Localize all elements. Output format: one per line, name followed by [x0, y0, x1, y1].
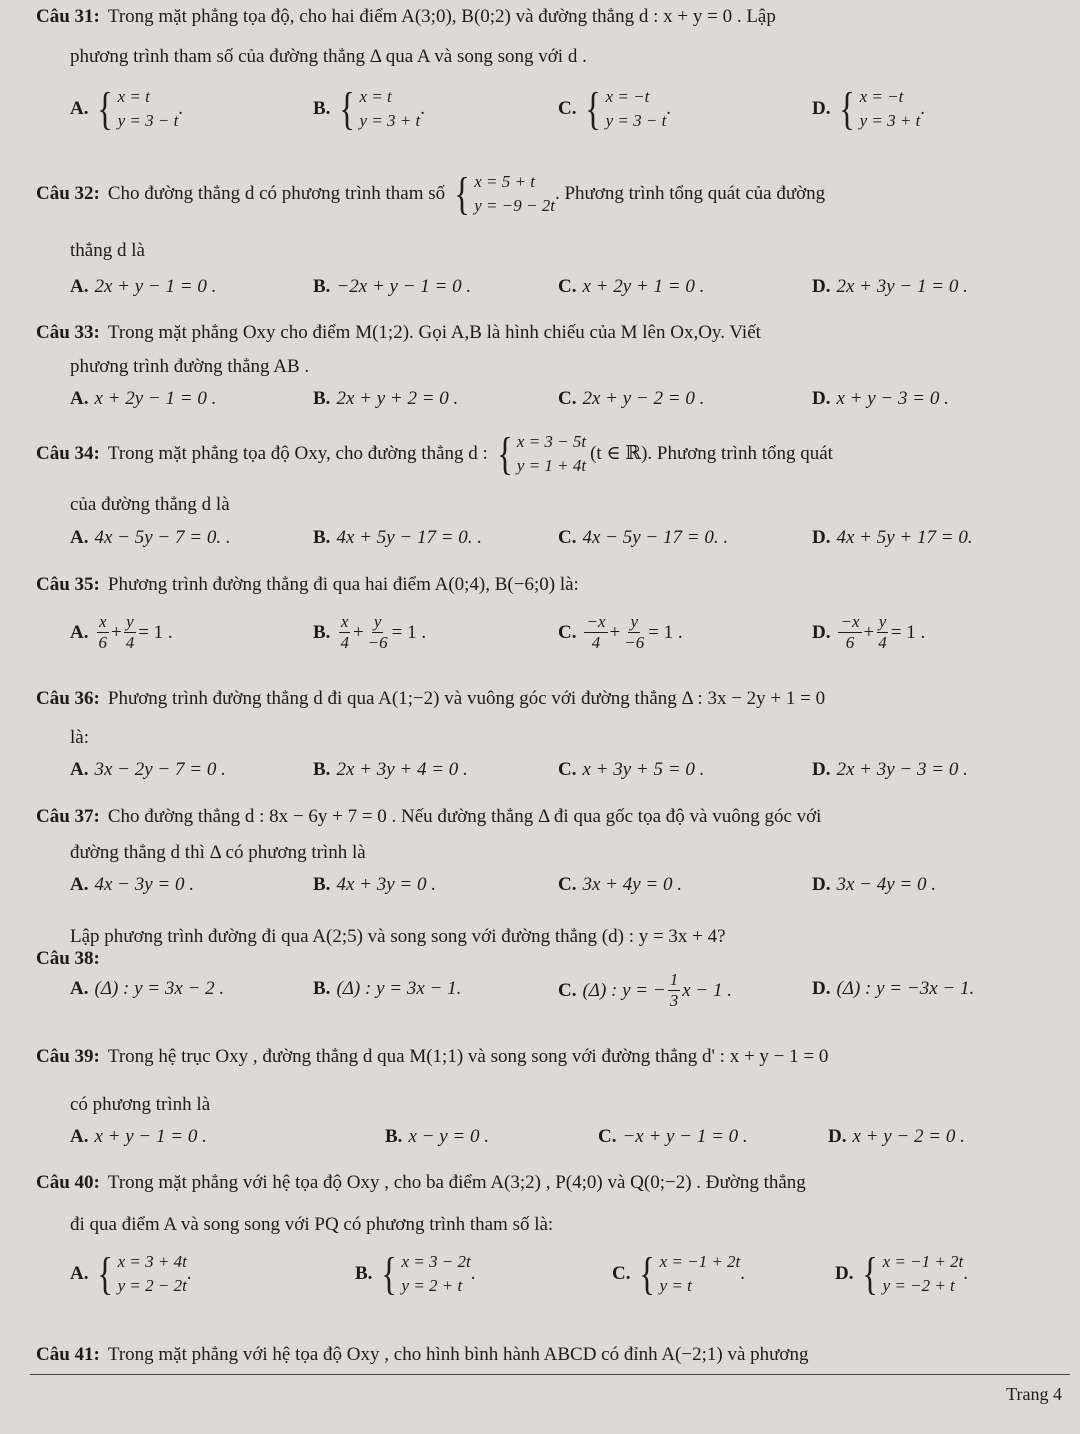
- option-b: B. x − y = 0 .: [385, 1126, 489, 1147]
- option-c: C. 2x + y − 2 = 0 .: [558, 388, 705, 409]
- question-35: [36, 572, 1066, 598]
- question-text: Trong mặt phẳng tọa độ, cho hai điểm A(3;0), B(0;2) và đường thẳng d : x + y = 0 . Lập: [107, 6, 776, 27]
- option-c: C. −x + y − 1 = 0 .: [598, 1126, 748, 1147]
- question-text: Trong mặt phẳng tọa độ Oxy, cho đường thẳng d :: [107, 443, 488, 464]
- question-33: [36, 320, 1066, 346]
- option-d: D. 3x − 4y = 0 .: [812, 874, 936, 895]
- option-d: D. 2x + 3y − 1 = 0 .: [812, 276, 968, 297]
- question-40: [36, 1170, 1066, 1196]
- question-text: Phương trình đường thẳng đi qua hai điểm A(0;4), B(−6;0) là:: [107, 574, 579, 595]
- option-a: A. { x = 3 + 4t y = 2 − 2t .: [70, 1248, 192, 1299]
- question-label: Câu 39:: [36, 1046, 100, 1067]
- question-text-line2: đường thẳng d thì Δ có phương trình là: [70, 842, 366, 863]
- option-d: D. 4x + 5y + 17 = 0.: [812, 527, 973, 548]
- option-c: C. 3x + 4y = 0 .: [558, 874, 682, 895]
- option-b: B. (Δ) : y = 3x − 1.: [313, 978, 462, 999]
- option-b: B. $\frac{x}{4}$ + $\frac{y}{-6}$ = 1 .: [313, 612, 427, 652]
- question-text: Trong mặt phẳng Oxy cho điểm M(1;2). Gọi A,B là hình chiếu của M lên Ox,Oy. Viết: [107, 322, 761, 343]
- option-a: A. { x = t y = 3 − t .: [70, 83, 184, 134]
- option-c: C. { x = −1 + 2t y = t .: [612, 1248, 746, 1299]
- question-text-line2: phương trình đường thẳng AB .: [70, 356, 310, 377]
- question-38-text: Lập phương trình đường đi qua A(2;5) và song song với đường thẳng (d) : y = 3x + 4?: [70, 926, 726, 947]
- option-a: A. x + y − 1 = 0 .: [70, 1126, 207, 1147]
- option-c: C. 4x − 5y − 17 = 0. .: [558, 527, 729, 548]
- option-b: B. 4x + 5y − 17 = 0. .: [313, 527, 483, 548]
- question-label: Câu 40:: [36, 1172, 100, 1193]
- question-41: [36, 1342, 1066, 1368]
- question-31: [36, 4, 1066, 30]
- question-label: Câu 37:: [36, 806, 100, 827]
- option-d: D. { x = −t y = 3 + t .: [812, 83, 926, 134]
- option-a: A. (Δ) : y = 3x − 2 .: [70, 978, 225, 999]
- option-d: D. { x = −1 + 2t y = −2 + t .: [835, 1248, 969, 1299]
- option-c: C. (Δ) : y = − $\frac{1}{3}$ x − 1 .: [558, 970, 732, 1010]
- question-label: Câu 32:: [36, 183, 100, 204]
- question-text-line2: phương trình tham số của đường thẳng Δ qua A và song song với d .: [70, 46, 587, 67]
- option-d: D. x + y − 3 = 0 .: [812, 388, 949, 409]
- option-a: A. 4x − 3y = 0 .: [70, 874, 194, 895]
- option-c: C. x + 2y + 1 = 0 .: [558, 276, 705, 297]
- question-text: Trong hệ trục Oxy , đường thẳng d qua M(1;1) và song song với đường thẳng d' : x + y − 1 = 0: [107, 1046, 829, 1067]
- question-36: [36, 686, 1066, 712]
- question-text: Cho đường thẳng d : 8x − 6y + 7 = 0 . Nếu đường thẳng Δ đi qua gốc tọa độ và vuông góc với: [107, 806, 822, 827]
- option-a: A. 4x − 5y − 7 = 0. .: [70, 527, 231, 548]
- question-text-cont: (t ∈ ℝ). Phương trình tổng quát: [590, 443, 833, 464]
- question-label: Câu 36:: [36, 688, 100, 709]
- question-38-label: Câu 38:: [36, 948, 100, 969]
- question-text: Trong mặt phẳng với hệ tọa độ Oxy , cho ba điểm A(3;2) , P(4;0) và Q(0;−2) . Đường thẳng: [107, 1172, 806, 1193]
- option-a: A. 3x − 2y − 7 = 0 .: [70, 759, 226, 780]
- question-39: [36, 1044, 1066, 1070]
- question-32: Câu 32: Cho đường thẳng d có phương trình tham số { x = 5 + t y = −9 − 2t . Phương trình tổng quát của đường: [36, 168, 826, 219]
- question-label: Câu 34:: [36, 443, 100, 464]
- question-text: Cho đường thẳng d có phương trình tham số: [107, 183, 446, 204]
- question-text-line2: của đường thẳng d là: [70, 494, 230, 515]
- option-b: B. { x = 3 − 2t y = 2 + t .: [355, 1248, 476, 1299]
- option-c: C. $\frac{-x}{4}$ + $\frac{y}{-6}$ = 1 .: [558, 612, 683, 652]
- question-label: Câu 41:: [36, 1344, 100, 1365]
- option-d: D. 2x + 3y − 3 = 0 .: [812, 759, 968, 780]
- option-b: B. 2x + y + 2 = 0 .: [313, 388, 459, 409]
- question-text-line2: đi qua điểm A và song song với PQ có phương trình tham số là:: [70, 1214, 554, 1235]
- question-label: Câu 33:: [36, 322, 100, 343]
- footer-divider: [30, 1374, 1070, 1375]
- option-d: D. (Δ) : y = −3x − 1.: [812, 978, 975, 999]
- option-d: D. $\frac{-x}{6}$ + $\frac{y}{4}$ = 1 .: [812, 612, 926, 652]
- option-d: D. x + y − 2 = 0 .: [828, 1126, 965, 1147]
- option-a: A. x + 2y − 1 = 0 .: [70, 388, 217, 409]
- question-label: Câu 35:: [36, 574, 100, 595]
- question-34: Câu 34: Trong mặt phẳng tọa độ Oxy, cho đường thẳng d : { x = 3 − 5t y = 1 + 4t (t ∈ ℝ). Phương trình tổng quát: [36, 428, 833, 479]
- page-number: Trang 4: [1006, 1384, 1062, 1404]
- question-37: [36, 804, 1066, 830]
- option-b: B. { x = t y = 3 + t .: [313, 83, 425, 134]
- option-c: C. { x = −t y = 3 − t .: [558, 83, 672, 134]
- question-text-cont: . Phương trình tổng quát của đường: [554, 183, 826, 204]
- question-text-line2: có phương trình là: [70, 1094, 211, 1115]
- option-a: A. $\frac{x}{6}$ + $\frac{y}{4}$ = 1 .: [70, 612, 173, 652]
- question-text-line2: thẳng d là: [70, 240, 145, 261]
- question-text: Phương trình đường thẳng d đi qua A(1;−2) và vuông góc với đường thẳng Δ : 3x − 2y + 1 = 0: [107, 688, 826, 709]
- question-label: Câu 31:: [36, 6, 100, 27]
- option-b: B. −2x + y − 1 = 0 .: [313, 276, 472, 297]
- question-text: Trong mặt phẳng với hệ tọa độ Oxy , cho hình bình hành ABCD có đỉnh A(−2;1) và phương: [107, 1344, 809, 1365]
- option-b: B. 4x + 3y = 0 .: [313, 874, 436, 895]
- option-c: C. x + 3y + 5 = 0 .: [558, 759, 705, 780]
- option-b: B. 2x + 3y + 4 = 0 .: [313, 759, 468, 780]
- question-text-line2: là:: [70, 727, 89, 748]
- option-a: A. 2x + y − 1 = 0 .: [70, 276, 217, 297]
